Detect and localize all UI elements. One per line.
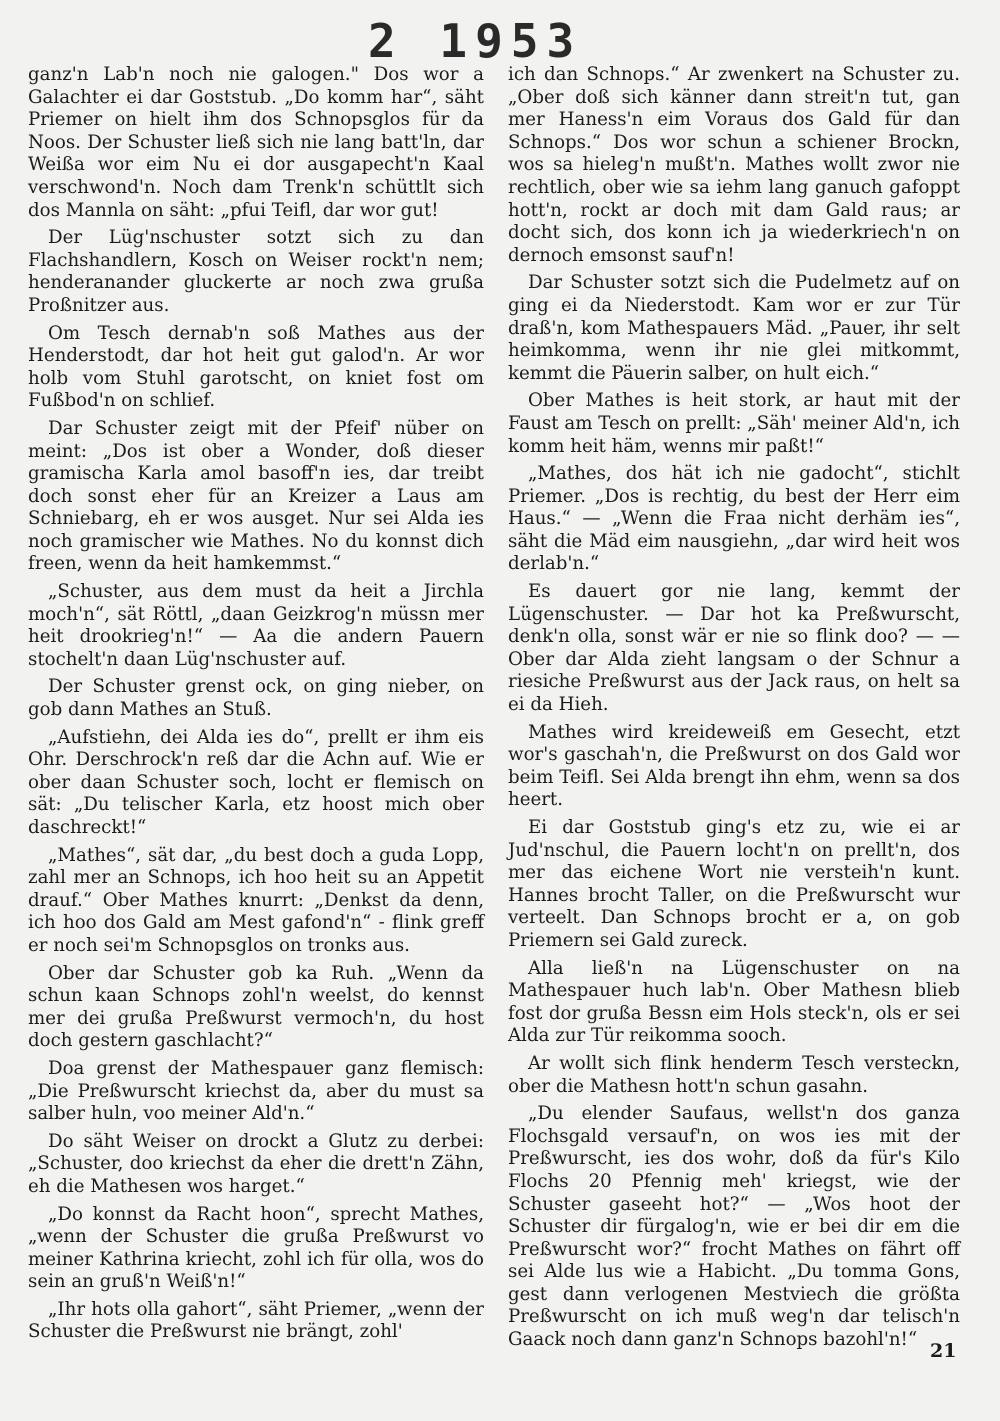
left-text-column [28, 64, 484, 1349]
paragraph: Ei dar Goststub ging's etz zu, wie ei ar Jud'nschul, die Pauern locht'n on prellt'n, dos mer das eichene Wort nie versteih'n kunt. Hannes brocht Taller, on die Preßwurscht wur verteelt. Dan Schnops brocht er a, on gob Priemern sei Gald zureck. [508, 817, 960, 951]
paragraph: „Mathes“, sät dar, „du best doch a guda Lopp, zahl mer an Schnops, ich hoo heit su an Appetit drauf.“ Ober Mathes knurrt: „Denkst da denn, ich hoo dos Gald am Mest gafond'n“ - flink greff er noch sei'm Schnopsglos on tronks aus. [28, 844, 484, 956]
paragraph: Ar wollt sich flink henderm Tesch versteckn, ober die Mathesn hott'n schun gasahn. [508, 1052, 960, 1097]
paragraph: Om Tesch dernab'n soß Mathes aus der Henderstodt, dar hot heit gut galod'n. Ar wor holb vom Stuhl garotscht, on kniet fost om Fußbod'n on schlief. [28, 322, 484, 412]
paragraph: ganz'n Lab'n noch nie galogen." Dos wor a Galachter ei dar Goststub. „Do komm har“, säht Priemer on hielt ihm dos Schnopsglos für da Noos. Der Schuster ließ sich nie lang batt'ln, dar Weißa wor eim Nu ei dor ausgapecht'n Kaal verschwond'n. Noch dam Trenk'n schüttlt sich dos Mannla on säht: „pfui Teifl, dar wor gut! [28, 64, 484, 221]
paragraph: Dar Schuster sotzt sich die Pudelmetz auf on ging ei da Niederstodt. Kam wor er zur Tür draß'n, kom Mathespauers Mäd. „Pauer, ihr selt heimkomma, wenn ihr nie glei mitkommt, kemmt die Päuerin salber, on hult eich.“ [508, 272, 960, 384]
paragraph: Mathes wird kreideweiß em Gesecht, etzt wor's gaschah'n, die Preßwurst on dos Gald wor beim Teifl. Sei Alda brengt ihn ehm, wenn sa dos heert. [508, 721, 960, 811]
paragraph: Der Schuster grenst ock, on ging nieber, on gob dann Mathes an Stuß. [28, 676, 484, 721]
paragraph: „Du elender Saufaus, wellst'n dos ganza Flochsgald versauf'n, on wos ies mit der Preßwurscht, ies dos wohr, doß da für's Kilo Flochs 20 Pfennig meh' kriegst, wie der Schuster gaseeht hot?“ — „Wos hoot der Schuster dir fürgalog'n, wie er bei dir em die Preßwurscht wor?“ frocht Mathes on fährt off sei Alde lus wie a Habicht. „Du tomma Gons, gest dann verlogenen Mestviech die größta Preßwurscht on ich muß weg'n dar telisch'n Gaack noch dann ganz'n Schnops bazohl'n!“ [508, 1103, 960, 1351]
paragraph: Doa grenst der Mathespauer ganz flemisch: „Die Preßwurscht kriechst da, aber du must sa salber huln, voo meiner Ald'n.“ [28, 1057, 484, 1125]
paragraph: „Mathes, dos hät ich nie gadocht“, stichlt Priemer. „Dos is rechtig, du best der Herr eim Haus.“ — „Wenn die Fraa nicht derhäm ies“, säht die Mäd eim nausgiehn, „dar wird heit wos derlab'n.“ [508, 463, 960, 575]
paragraph: Dar Schuster zeigt mit der Pfeif' nüber on meint: „Dos ist ober a Wonder, doß dieser gramischa Karla amol basoff'n ies, dar treibt doch sonst eher für an Kreizer a Laus am Schniebarg, eh er wos ausget. Nur sei Alda ies noch gramischer wie Mathes. No du konnst dich freen, wenn da heit hamkemmst.“ [28, 417, 484, 575]
paragraph: Do säht Weiser on drockt a Glutz zu derbei: „Schuster, doo kriechst da eher die drett'n Zähn, eh die Mathesen wos harget.“ [28, 1130, 484, 1197]
handwritten-year-stamp: 2 1953 [368, 14, 583, 68]
paragraph: Ober dar Schuster gob ka Ruh. „Wenn da schun kaan Schnops zohl'n weelst, do kennst mer dei grußa Preßwurst vermoch'n, du host doch gestern gaschlacht?“ [28, 962, 484, 1052]
paragraph: „Do konnst da Racht hoon“, sprecht Mathes, „wenn der Schuster die grußa Preßwurst vo meiner Kathrina kriecht, zohl ich für olla, wos do sein an gruß'n Weiß'n!“ [28, 1203, 484, 1293]
paragraph: Der Lüg'nschuster sotzt sich zu dan Flachshandlern, Kosch on Weiser rockt'n nem; henderanander gluckerte ar noch zwa grußa Proßnitzer aus. [28, 227, 484, 316]
paragraph: Es dauert gor nie lang, kemmt der Lügenschuster. — Dar hot ka Preßwurscht, denk'n olla, sonst wär er nie so flink doo? — — Ober dar Alda zieht langsam o der Schnur a riesiche Preßwurst aus der Jack raus, on helt sa ei da Hieh. [508, 581, 960, 716]
page-number: 21 [930, 1340, 957, 1362]
right-text-column [508, 64, 960, 1357]
paragraph: „Aufstiehn, dei Alda ies do“, prellt er ihm eis Ohr. Derschrock'n reß dar die Achn auf. Wie er ober daan Schuster soch, locht er flemisch on sät: „Du telischer Karla, etz hoost mich ober daschreckt!“ [28, 726, 484, 838]
paragraph: ich dan Schnops.“ Ar zwenkert na Schuster zu. „Ober doß sich känner dann streit'n tut, gan mer Haness'n eim Voraus dos Gald für dan Schnops.“ Dos wor schun a schiener Brockn, wos sa hieleg'n mußt'n. Mathes wollt zwor nie rechtlich, ober wie sa iehm lang ganuch gafoppt hott'n, rockt ar doch mit dam Gald raus; ar docht sich, dos konn ich ja wiederkriech'n on dernoch emsonst sauf'n! [508, 64, 960, 266]
paragraph: Alla ließ'n na Lügenschuster on na Mathespauer huch lab'n. Ober Mathesn blieb fost dor grußa Bessn eim Hols steck'n, ols er sei Alda zur Tür reikomma sooch. [508, 957, 960, 1047]
paragraph: „Schuster, aus dem must da heit a Jirchla moch'n“, sät Röttl, „daan Geizkrog'n müssn mer heit drookrieg'n!“ — Aa die andern Pauern stochelt'n daan Lüg'nschuster auf. [28, 581, 484, 670]
paragraph: Ober Mathes is heit stork, ar haut mit der Faust am Tesch on prellt: „Säh' meiner Ald'n, ich komm heit häm, wenns mir paßt!“ [508, 390, 960, 457]
paragraph: „Ihr hots olla gahort“, säht Priemer, „wenn der Schuster die Preßwurst nie brängt, zohl' [28, 1298, 484, 1343]
